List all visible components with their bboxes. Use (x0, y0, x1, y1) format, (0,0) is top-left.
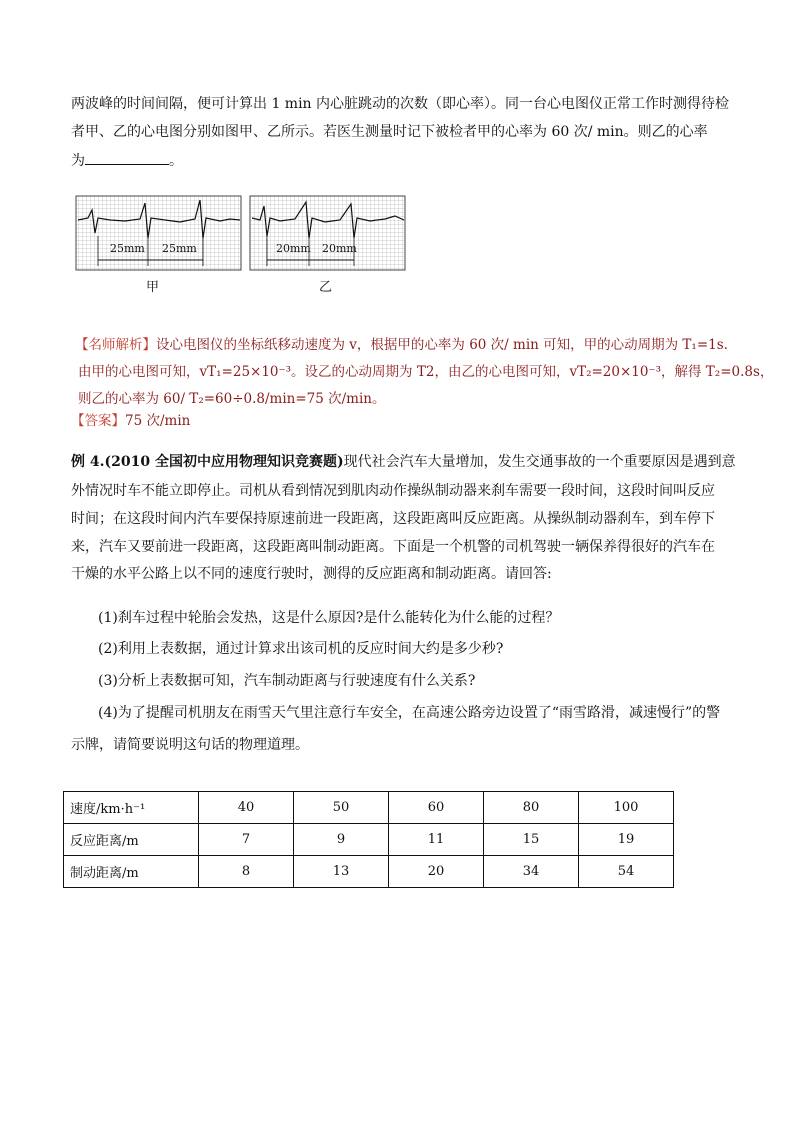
ecg-panel-yi (250, 196, 405, 270)
example-line-3: 时间；在这段时间内汽车要保持原速前进一段距离，这段距离叫反应距离。从操纵制动器刹车，到车停下 (71, 511, 715, 527)
table-cell: 19 (579, 824, 674, 856)
dim-yi-1: 20mm (276, 242, 311, 255)
intro-line-3-suffix: 。 (169, 153, 183, 169)
analysis-line-2: 由甲的心电图可知，vT₁=25×10⁻³。设乙的心动周期为 T2，由乙的心电图可知，vT₂=20×10⁻³，解得 T₂=0.8s， (78, 364, 774, 380)
row-label: 速度/km·h⁻¹ (64, 792, 199, 824)
answer-line (71, 411, 190, 431)
analysis-line-3: 则乙的心率为 60/ T₂=60÷0.8/min=75 次/min。 (78, 391, 386, 407)
example-line-4: 来，汽车又要前进一段距离，这段距离叫制动距离。下面是一个机警的司机驾驶一辆保养得很好的汽车在 (71, 539, 715, 555)
analysis-line-1 (75, 335, 728, 355)
answer-blank (85, 150, 169, 165)
answer-tag: 【答案】 (71, 413, 125, 429)
table-row (64, 856, 674, 888)
table-row (64, 792, 674, 824)
table-cell: 7 (199, 824, 294, 856)
intro-line-3-prefix: 为 (71, 153, 85, 169)
example-line-5: 干燥的水平公路上以不同的速度行驶时，测得的反应距离和制动距离。请回答: (71, 566, 552, 582)
table-cell: 60 (389, 792, 484, 824)
example-label: 例 4.(2010 全国初中应用物理知识竞赛题) (71, 454, 344, 470)
table-cell: 15 (484, 824, 579, 856)
question-4-line-1: (4)为了提醒司机朋友在雨雪天气里注意行车安全，在高速公路旁边设置了“雨雪路滑，减速慢行”的警 (98, 705, 721, 721)
dim-jia-2: 25mm (162, 242, 197, 255)
analysis-text-1: 设心电图仪的坐标纸移动速度为 v，根据甲的心率为 60 次/ min 可知，甲的心动周期为 T₁=1s. (156, 337, 728, 353)
table-row (64, 824, 674, 856)
example-text-1: 现代社会汽车大量增加，发生交通事故的一个重要原因是遇到意 (343, 454, 736, 470)
table-cell: 40 (199, 792, 294, 824)
question-2: (2)利用上表数据，通过计算求出该司机的反应时间大约是多少秒? (98, 641, 504, 657)
intro-line-3 (71, 150, 183, 171)
table-cell: 34 (484, 856, 579, 888)
table-cell: 8 (199, 856, 294, 888)
table-cell: 11 (389, 824, 484, 856)
table-cell: 13 (294, 856, 389, 888)
dim-jia-1: 25mm (110, 242, 145, 255)
intro-line-2: 者甲、乙的心电图分别如图甲、乙所示。若医生测量时记下被检者甲的心率为 60 次/ min。则乙的心率 (71, 124, 708, 140)
analysis-tag: 【名师解析】 (75, 337, 156, 353)
question-1: (1)刹车过程中轮胎会发热，这是什么原因?是什么能转化为什么能的过程？ (98, 610, 560, 626)
figure-label-jia: 甲 (146, 280, 160, 295)
table-cell: 20 (389, 856, 484, 888)
row-label: 反应距离/m (64, 824, 199, 856)
table-cell: 54 (579, 856, 674, 888)
table-cell: 9 (294, 824, 389, 856)
speed-distance-table (63, 791, 674, 888)
table-cell: 100 (579, 792, 674, 824)
question-3: (3)分析上表数据可知，汽车制动距离与行驶速度有什么关系? (98, 673, 476, 689)
table-cell: 80 (484, 792, 579, 824)
answer-text: 75 次/min (125, 413, 191, 429)
intro-line-1: 两波峰的时间间隔，便可计算出 1 min 内心脏跳动的次数（即心率）。同一台心电图仪正常工作时测得待检 (71, 96, 730, 112)
table-cell: 50 (294, 792, 389, 824)
dim-yi-2: 20mm (322, 242, 357, 255)
example-line-2: 外情况时车不能立即停止。司机从看到情况到肌肉动作操纵制动器来刹车需要一段时间，这段时间叫反应 (71, 483, 715, 499)
figure-label-yi: 乙 (319, 280, 333, 295)
row-label: 制动距离/m (64, 856, 199, 888)
ecg-panel-jia (76, 196, 241, 270)
example-line-1 (71, 452, 736, 472)
question-4-line-2: 示牌，请简要说明这句话的物理道理。 (71, 737, 309, 753)
